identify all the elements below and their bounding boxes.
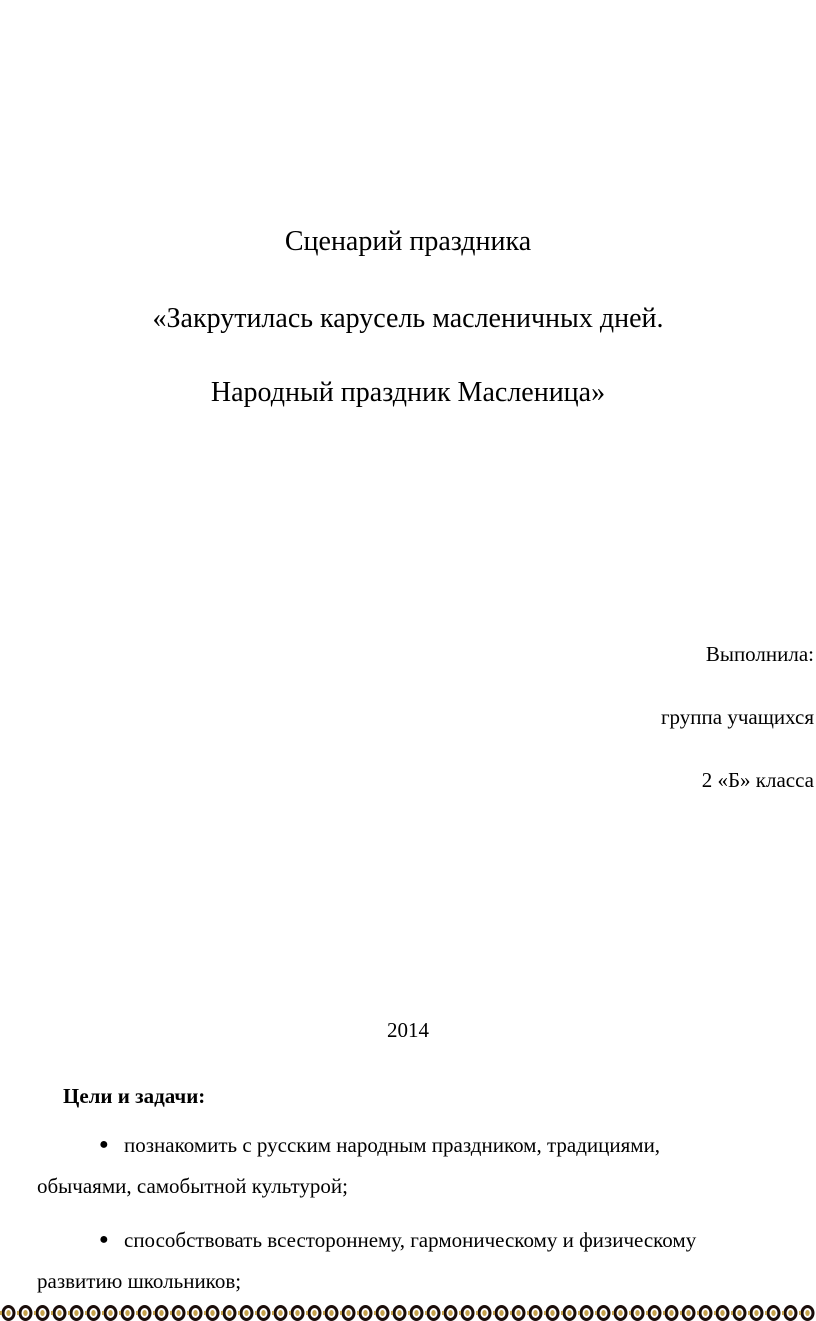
author-class: 2 «Б» класса [701, 768, 814, 792]
document-year: 2014 [387, 1018, 429, 1042]
bullet-icon: ● [99, 1136, 109, 1153]
goal-text-line1: способствовать всестороннему, гармоническому и физическому [124, 1228, 697, 1252]
goal-text-line2: развитию школьников; [37, 1269, 242, 1293]
author-label: Выполнила: [705, 642, 814, 666]
goal-text-line1: познакомить с русским народным праздником, традициями, [124, 1133, 661, 1157]
goals-heading: Цели и задачи: [63, 1084, 206, 1108]
goal-text-line2: обычаями, самобытной культурой; [37, 1174, 348, 1198]
scenario-subtitle: «Закрутилась карусель масленичных дней. [152, 303, 664, 334]
scenario-subtitle-cont: Народный праздник Масленица» [210, 377, 606, 408]
ornamental-chain-border-icon [0, 1302, 816, 1321]
author-group: группа учащихся [660, 705, 814, 729]
ornamental-border [0, 1302, 816, 1321]
scenario-title: Сценарий праздника [284, 226, 532, 257]
bullet-icon: ● [99, 1231, 109, 1248]
